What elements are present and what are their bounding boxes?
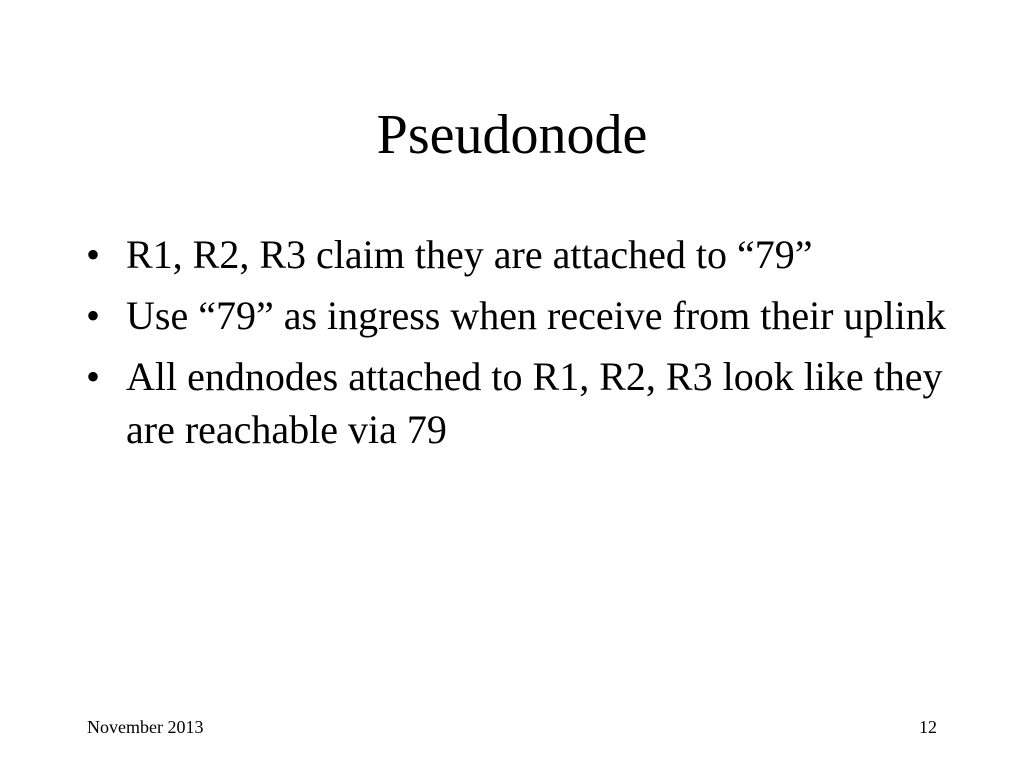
bullet-marker: • (86, 293, 101, 338)
slide-title: Pseudonode (376, 104, 648, 166)
footer-date: November 2013 (87, 717, 204, 737)
bullet-item-1 (86, 228, 956, 281)
bullet-text: All endnodes attached to R1, R2, R3 look like they are reachable via 79 (126, 354, 943, 452)
bullet-item-2 (86, 289, 956, 342)
bullet-item-3 (86, 350, 956, 456)
bullet-list (86, 228, 956, 464)
bullet-text: Use “79” as ingress when receive from their uplink (126, 293, 946, 338)
bullet-marker: • (86, 232, 101, 277)
bullet-marker: • (86, 354, 101, 399)
bullet-text: R1, R2, R3 claim they are attached to “79” (126, 232, 813, 277)
footer-page-number: 12 (919, 717, 937, 737)
